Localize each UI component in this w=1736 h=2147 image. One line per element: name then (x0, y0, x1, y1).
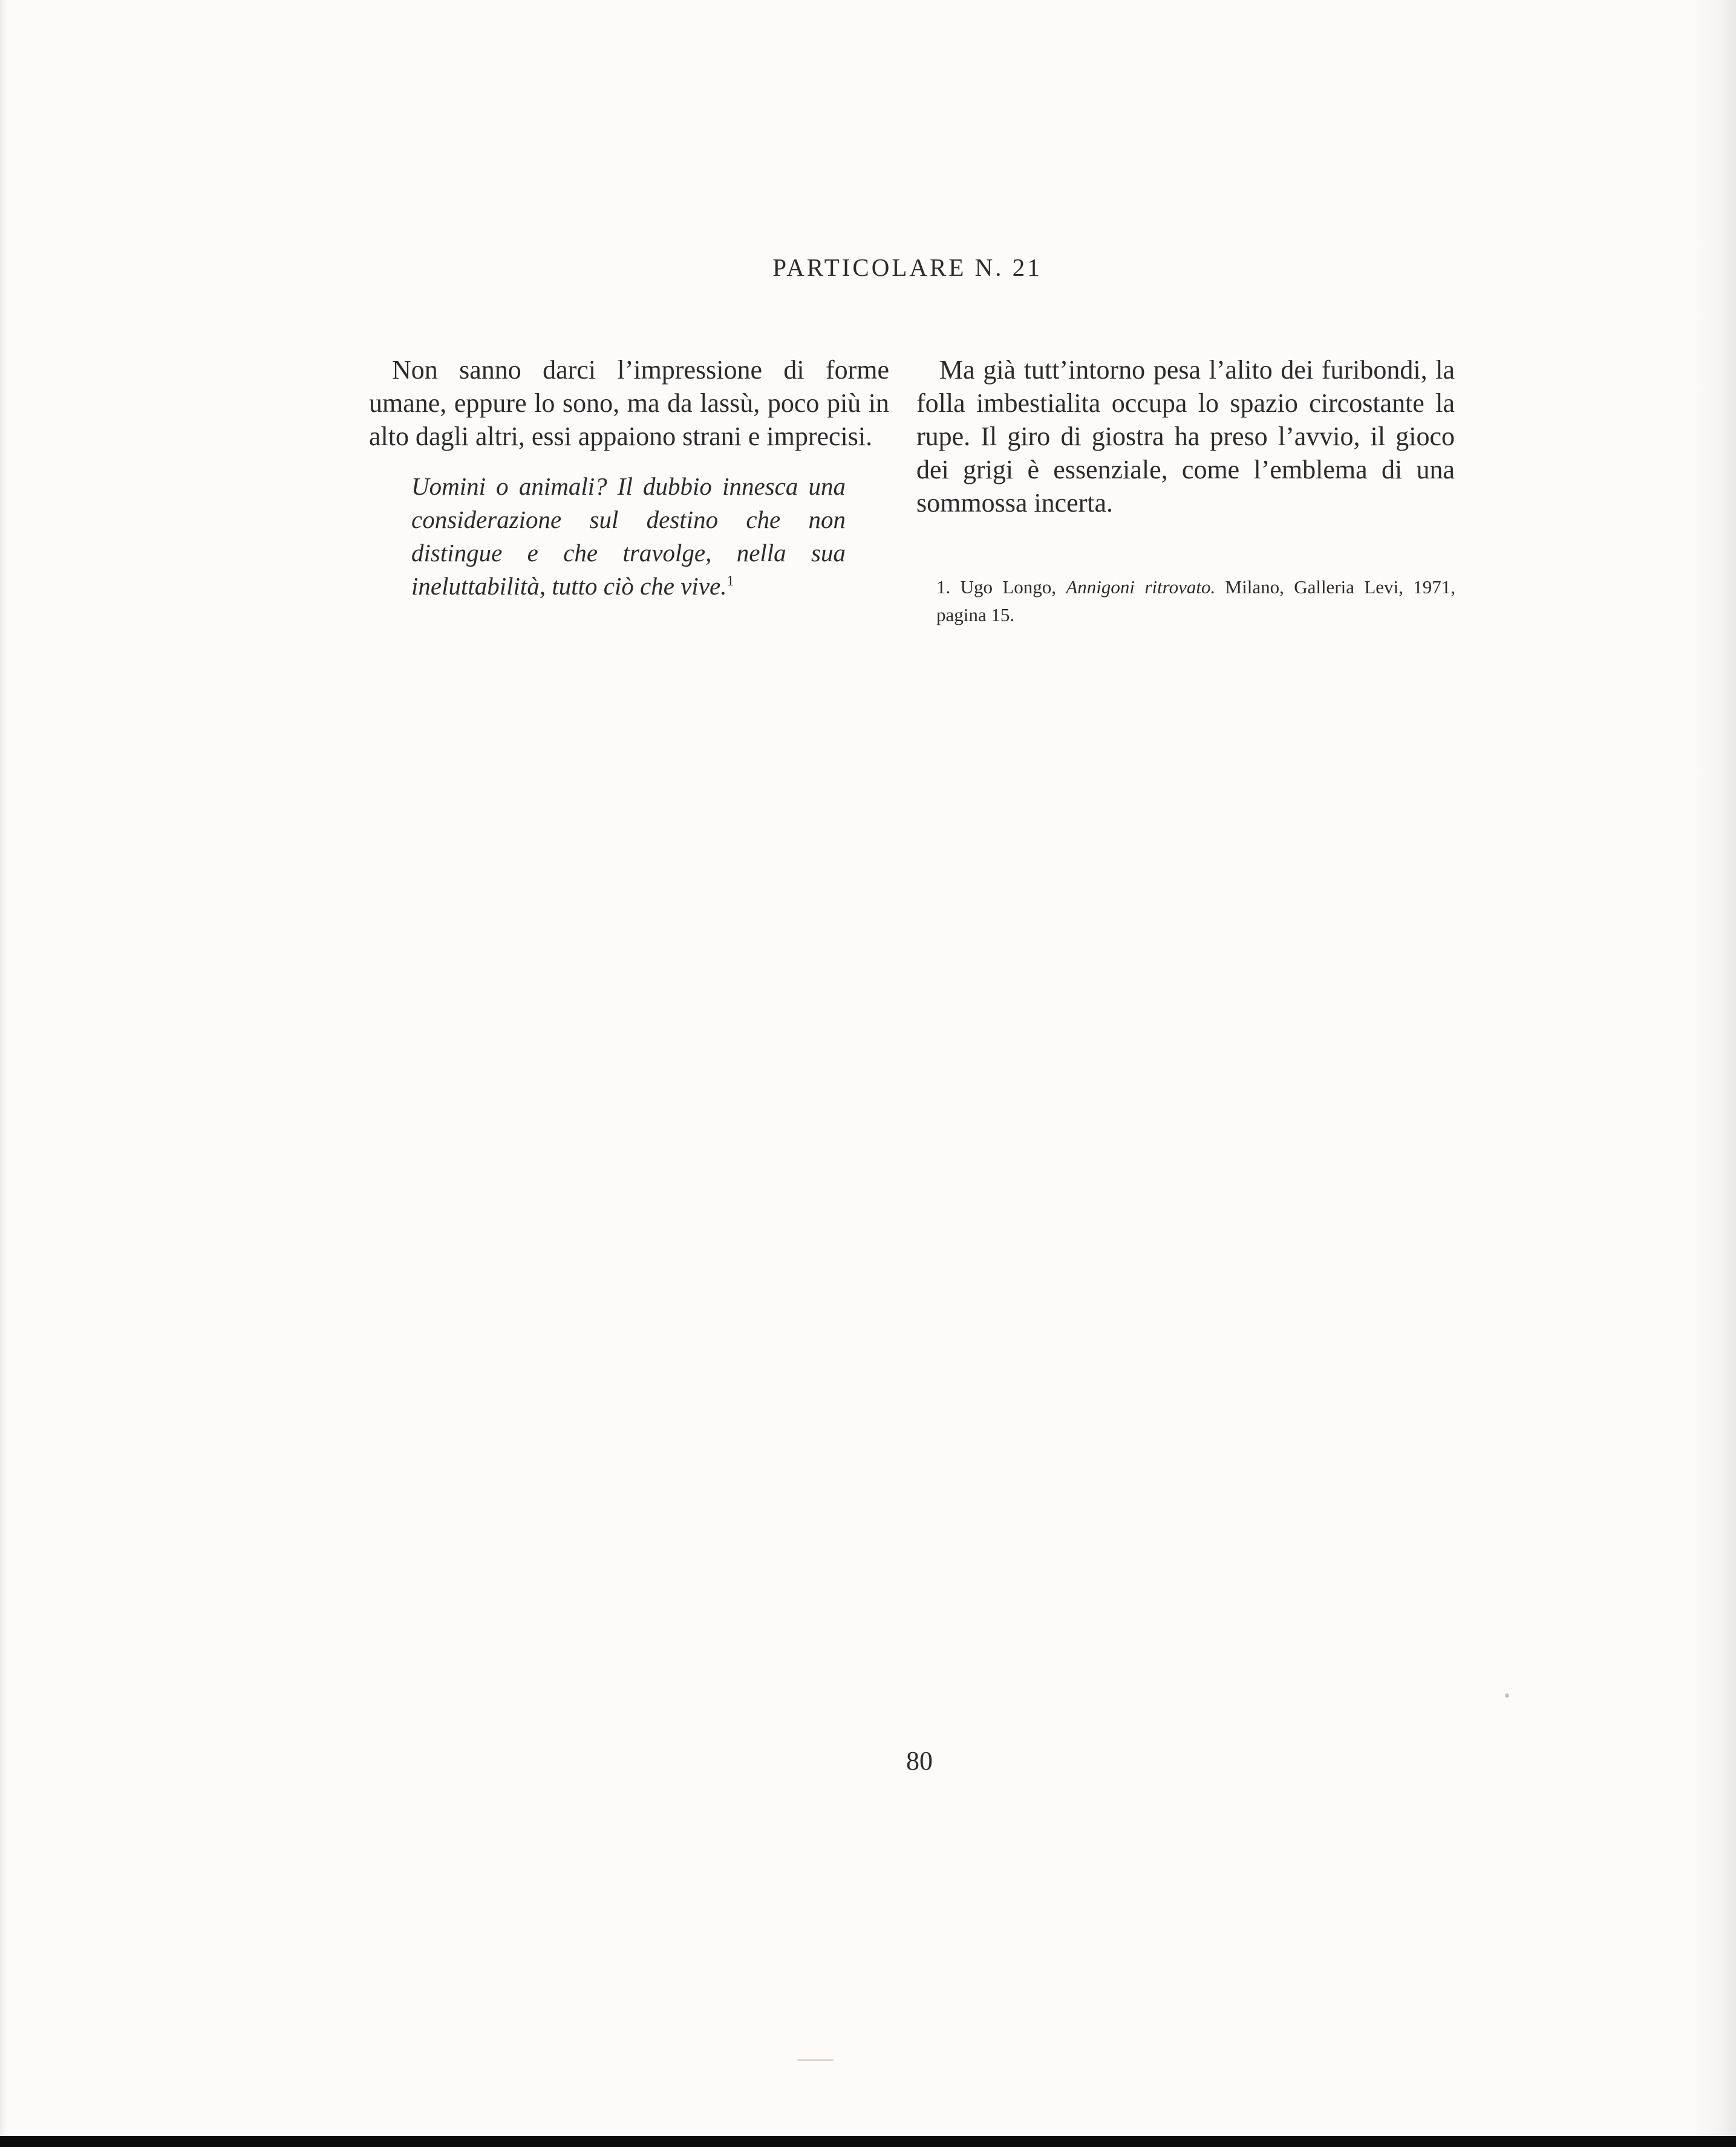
right-paragraph: Ma già tutt’intorno pesa l’alito dei furibondi, la folla imbestialita occupa lo spazio circostante la rupe. Il giro di giostra ha preso l’avvio, il gioco dei grigi è essenziale, come l’emblema di una sommossa incerta. (916, 355, 1455, 518)
footnote-author: Ugo Longo, (960, 576, 1057, 598)
right-column (916, 353, 1455, 520)
footnote-number: 1. (936, 576, 951, 598)
left-paragraph: Non sanno darci l’impressione di forme umane, eppure lo sono, ma da lassù, poco più in alto dagli altri, essi appaiono strani e imprecisi. (369, 355, 889, 451)
footnote-book-title: Annigoni ritrovato. (1066, 576, 1216, 598)
footnote (936, 573, 1455, 629)
page-right-edge (1694, 0, 1736, 2147)
left-column (369, 353, 889, 603)
scan-bottom-border (0, 2136, 1736, 2147)
quote-text: Uomini o animali? Il dubbio innesca una considerazione sul destino che non distingue e che travolge, nella sua ineluttabilità, tutto ciò che vive. (411, 472, 846, 600)
page-title: PARTICOLARE N. 21 (772, 253, 1042, 281)
page-number: 80 (906, 1746, 933, 1776)
italic-quote (411, 470, 846, 603)
footnote-details: Milano, Galleria Levi, 1971, pagina 15. (936, 576, 1456, 625)
scan-speck (1505, 1693, 1509, 1698)
footnote-reference: 1 (726, 573, 734, 589)
scan-speck (797, 2059, 834, 2061)
page-left-edge (0, 0, 7, 2147)
